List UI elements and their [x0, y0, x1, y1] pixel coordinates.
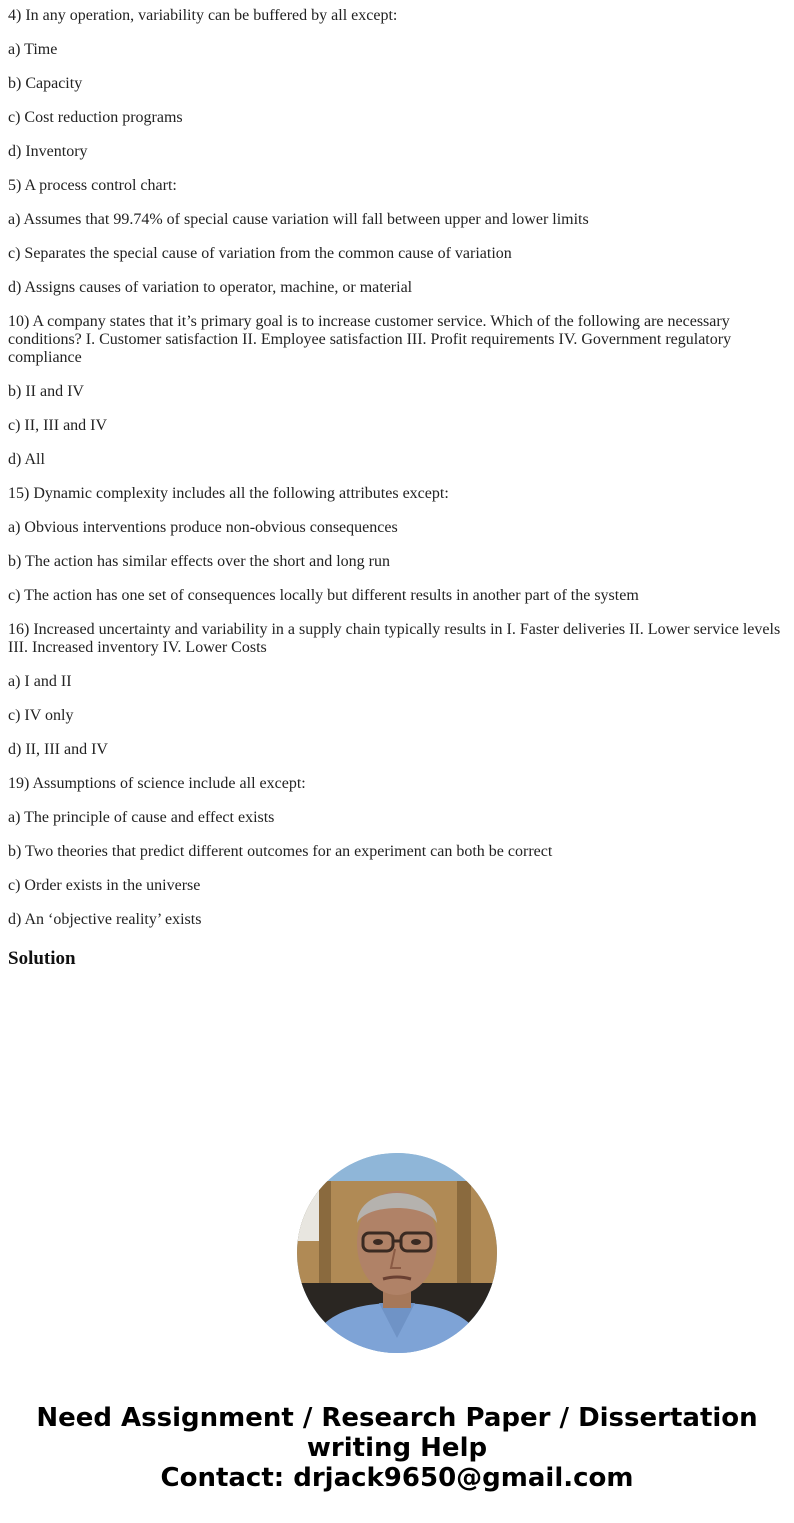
answer-option: b) Two theories that predict different outcomes for an experiment can both be correct	[8, 843, 553, 860]
answer-option: d) An ‘objective reality’ exists	[8, 911, 202, 928]
answer-option: d) Assigns causes of variation to operator, machine, or material	[8, 279, 413, 296]
answer-option: a) Time	[8, 41, 58, 58]
answer-option: c) Separates the special cause of variation from the common cause of variation	[8, 245, 512, 262]
person-portrait-icon	[297, 1153, 497, 1353]
question-stem: 15) Dynamic complexity includes all the following attributes except:	[8, 485, 449, 502]
answer-option: a) The principle of cause and effect exists	[8, 809, 275, 826]
answer-option: b) II and IV	[8, 383, 84, 400]
answer-option: c) II, III and IV	[8, 417, 108, 434]
contact-email: Contact: drjack9650@gmail.com	[160, 1463, 634, 1493]
answer-option: c) IV only	[8, 707, 74, 724]
answer-option: b) The action has similar effects over the short and long run	[8, 553, 390, 570]
answer-option: c) Cost reduction programs	[8, 109, 183, 126]
answer-option: c) Order exists in the universe	[8, 877, 201, 894]
answer-option: d) All	[8, 451, 45, 468]
question-stem: 4) In any operation, variability can be buffered by all except:	[8, 7, 398, 24]
question-stem: 5) A process control chart:	[8, 177, 177, 194]
answer-option: b) Capacity	[8, 75, 83, 92]
avatar	[297, 1153, 497, 1353]
answer-option: a) Assumes that 99.74% of special cause variation will fall between upper and lower limits	[8, 211, 589, 228]
promo-line-2: writing Help	[306, 1433, 488, 1463]
question-document	[8, 0, 786, 969]
answer-option: d) Inventory	[8, 143, 88, 160]
question-stem: 10) A company states that it’s primary goal is to increase customer service. Which of the following are necessary conditions? I. Customer satisfaction II. Employee satisfaction III. Profit requirements IV. Government regulatory compliance	[8, 313, 732, 366]
answer-option: c) The action has one set of consequences locally but different results in another part of the system	[8, 587, 639, 604]
answer-option: a) I and II	[8, 673, 72, 690]
promo-footer	[0, 1403, 794, 1493]
question-stem: 19) Assumptions of science include all except:	[8, 775, 306, 792]
question-stem: 16) Increased uncertainty and variability in a supply chain typically results in I. Faster deliveries II. Lower service levels III. Increased inventory IV. Lower Costs	[8, 621, 781, 656]
solution-heading: Solution	[8, 948, 76, 969]
promo-line-1: Need Assignment / Research Paper / Dissertation	[36, 1403, 758, 1433]
answer-option: a) Obvious interventions produce non-obvious consequences	[8, 519, 398, 536]
answer-option: d) II, III and IV	[8, 741, 108, 758]
